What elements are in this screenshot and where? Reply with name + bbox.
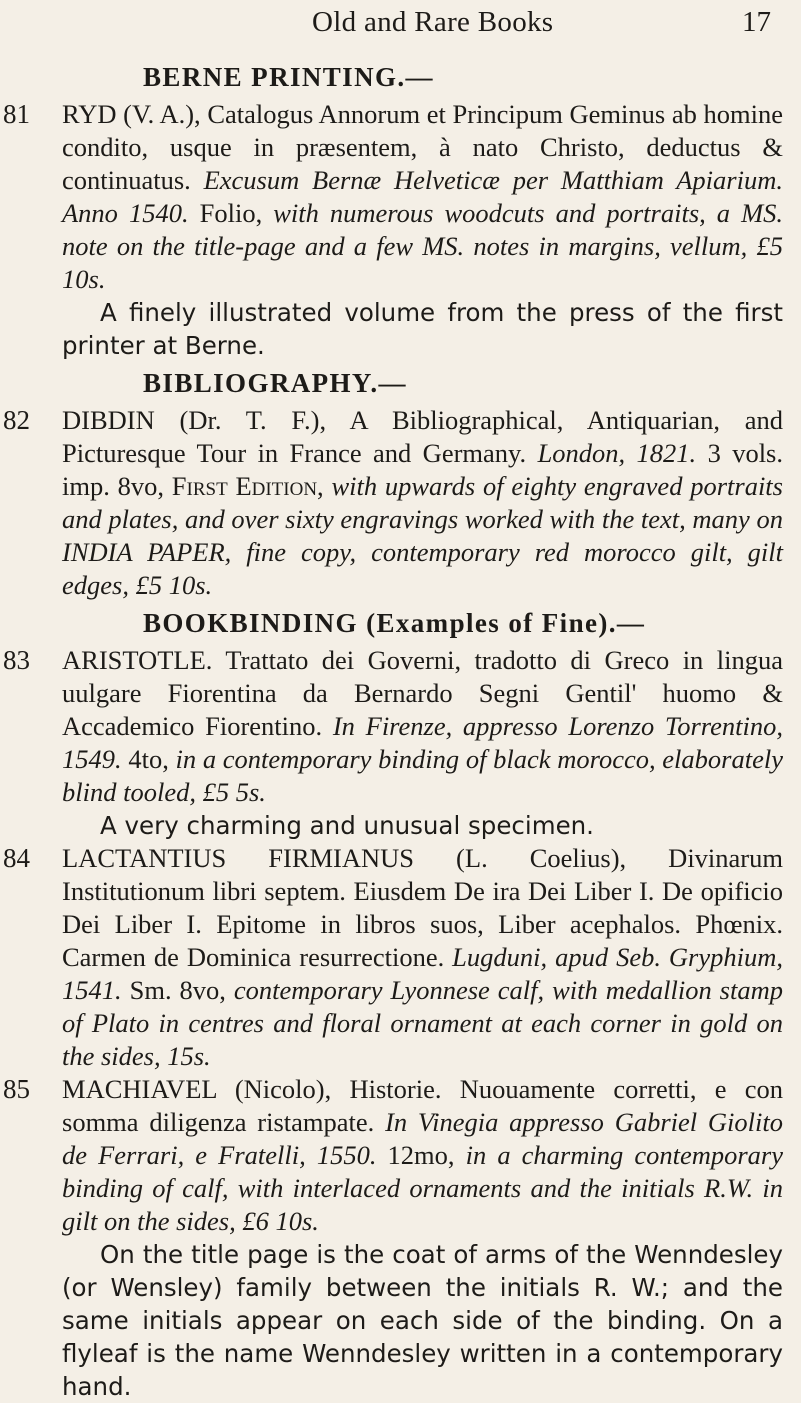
entry-format: Sm. 8vo, bbox=[121, 975, 234, 1005]
entry-imprint: In Vinegia appresso Gabriel Giolito de Ferrari, e Fratelli, 1550. bbox=[62, 1107, 784, 1170]
lot-number: 83 bbox=[3, 645, 30, 675]
entry-description bbox=[62, 98, 783, 296]
entry-imprint: Lugduni, apud Seb. Gryphium, 1541. bbox=[62, 942, 783, 1005]
entry-imprint: London, 1821. bbox=[537, 438, 697, 468]
entry-details: with numerous woodcuts and portraits, a MS. note on the title-page and a few MS. notes in margins, vellum, £5 10s. bbox=[62, 198, 784, 294]
entry-details: in a contemporary binding of black morocco, elaborately blind tooled, £5 5s. bbox=[62, 744, 783, 807]
entry-description bbox=[62, 842, 783, 1073]
entry-imprint: In Firenze, appresso Lorenzo Torrentino, 1549. bbox=[62, 711, 783, 774]
entry-title: Trattato dei Governi, tradotto di Greco in lingua uulgare Fiorentina da Bernardo Segni Gentil' huomo & Accademico Fiorentino. bbox=[62, 645, 783, 741]
catalogue-entry bbox=[0, 1073, 801, 1403]
entry-format: 3 vols. imp. 8vo, bbox=[62, 438, 783, 501]
page-number: 17 bbox=[742, 6, 771, 38]
entry-description bbox=[62, 404, 783, 602]
catalogue-entry bbox=[0, 404, 801, 602]
entry-edition: First Edition, bbox=[171, 471, 324, 501]
entry-author: RYD (V. A.), bbox=[62, 99, 201, 129]
running-head bbox=[312, 4, 781, 44]
entry-title: A Bibliographical, Antiquarian, and Picturesque Tour in France and Germany. bbox=[62, 405, 784, 468]
entry-imprint: Excusum Bernæ Helveticæ per Matthiam Apiarium. Anno 1540. bbox=[62, 165, 783, 228]
entry-note: A very charming and unusual specimen. bbox=[100, 811, 594, 840]
entry-format: 4to, bbox=[121, 744, 176, 774]
entry-description bbox=[62, 1073, 783, 1238]
entry-format: Folio, bbox=[188, 198, 274, 228]
lot-number: 82 bbox=[3, 405, 30, 435]
catalogue-entry bbox=[0, 842, 801, 1073]
entry-title: Divinarum Institutionum libri septem. Eiusdem De ira Dei Liber I. De opificio Dei Liber I. Epitome in libros suos, Liber acephalos. Phœnix. Carmen de Dominica resurrectione. bbox=[62, 843, 783, 972]
entry-details: with upwards of eighty engraved portraits and plates, and over sixty engravings worked with the text, many on INDIA PAPER, fine copy, contemporary red morocco gilt, gilt edges, £5 10s. bbox=[62, 471, 783, 600]
entry-format: 12mo, bbox=[376, 1140, 466, 1170]
entry-author: LACTANTIUS FIRMIANUS (L. Coelius), bbox=[62, 843, 627, 873]
entry-note: On the title page is the coat of arms of the Wenndesley (or Wensley) family between the initials R. W.; and the same initials appear on each side of the binding. On a flyleaf is the name Wenndesley written in a contemporary hand. bbox=[62, 1240, 783, 1401]
entry-author: DIBDIN (Dr. T. F.), bbox=[62, 405, 327, 435]
entry-details: contemporary Lyonnese calf, with medallion stamp of Plato in centres and floral ornament at each corner in gold on the sides, 15s. bbox=[62, 975, 783, 1071]
entry-description bbox=[62, 644, 783, 809]
lot-number: 81 bbox=[3, 99, 30, 129]
entry-author: ARISTOTLE. bbox=[62, 645, 213, 675]
entry-note: A finely illustrated volume from the press of the first printer at Berne. bbox=[62, 298, 783, 360]
entry-details: in a charming contemporary binding of calf, with interlaced ornaments and the initials R.W. in gilt on the sides, £6 10s. bbox=[62, 1140, 783, 1236]
catalogue-entry bbox=[0, 98, 801, 362]
lot-number: 85 bbox=[3, 1074, 30, 1104]
entry-author: MACHIAVEL (Nicolo), bbox=[62, 1074, 332, 1104]
lot-number: 84 bbox=[3, 843, 30, 873]
catalogue-content bbox=[0, 56, 801, 1403]
entry-title: Historie. Nuouamente corretti, e con somma diligenza ristampate. bbox=[62, 1074, 783, 1137]
section-heading: BIBLIOGRAPHY.— bbox=[143, 368, 407, 398]
section-heading: BERNE PRINTING.— bbox=[143, 62, 434, 92]
entry-title: Catalogus Annorum et Principum Geminus ab homine condito, usque in præsentem, à nato Christo, deductus & continuatus. bbox=[62, 99, 783, 195]
section-heading: BOOKBINDING (Examples of Fine).— bbox=[143, 608, 646, 638]
catalogue-entry bbox=[0, 644, 801, 842]
running-title: Old and Rare Books bbox=[312, 6, 554, 38]
